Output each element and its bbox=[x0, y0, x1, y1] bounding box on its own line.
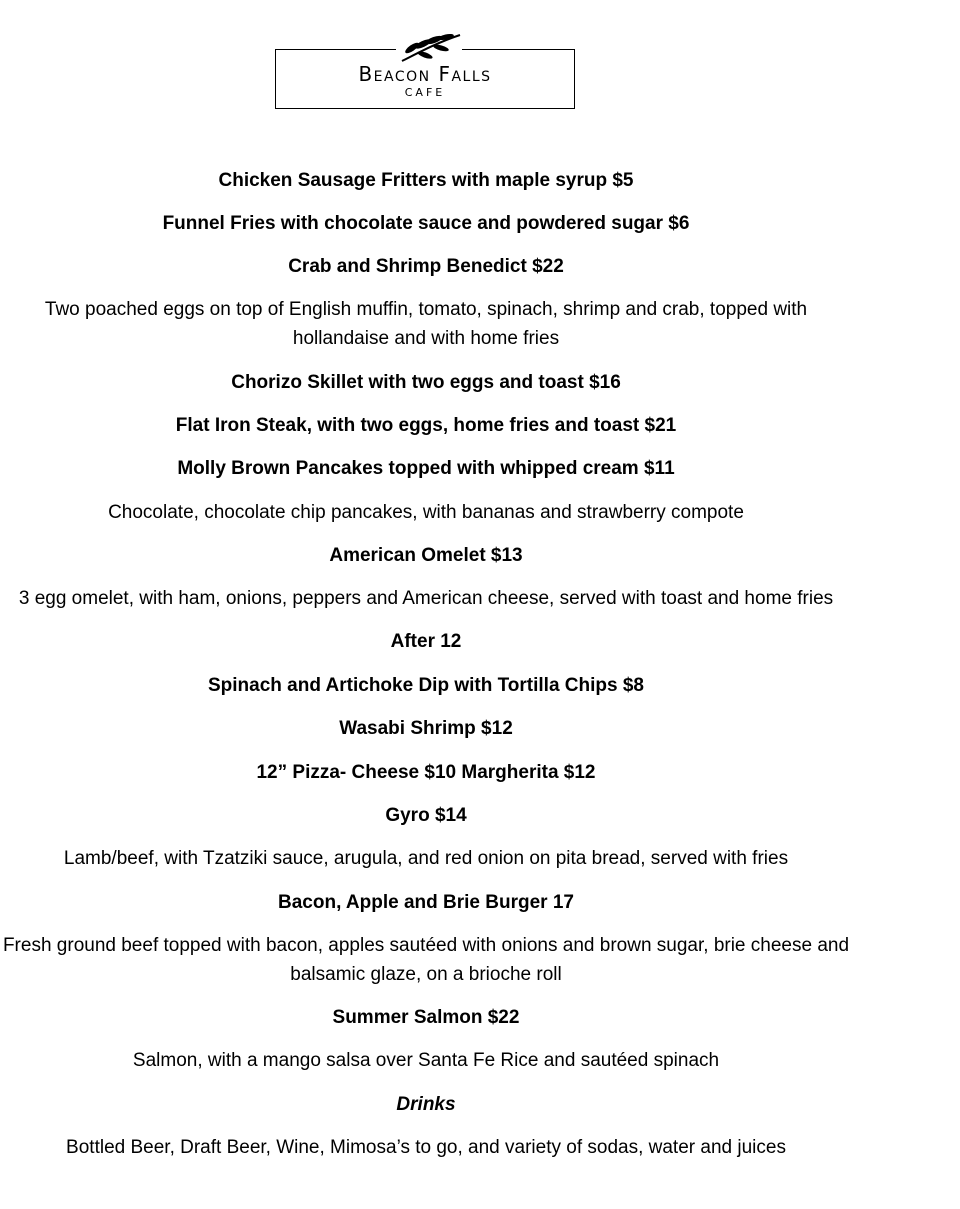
menu-item-title: American Omelet $13 bbox=[329, 545, 523, 566]
menu-item-title: Bacon, Apple and Brie Burger 17 bbox=[278, 892, 574, 913]
menu-item-description: Lamb/beef, with Tzatziki sauce, arugula, and red onion on pita bread, served with fries bbox=[63, 848, 789, 869]
menu-item-description: Bottled Beer, Draft Beer, Wine, Mimosa’s to go, and variety of sodas, water and juices bbox=[66, 1137, 786, 1158]
menu-item-title: Chorizo Skillet with two eggs and toast $16 bbox=[231, 372, 621, 393]
cafe-logo bbox=[275, 49, 575, 109]
menu-item-title: 12” Pizza- Cheese $10 Margherita $12 bbox=[256, 762, 596, 783]
logo-subtitle: CAFE bbox=[404, 86, 446, 99]
menu-item-title: Chicken Sausage Fritters with maple syrup $5 bbox=[218, 170, 634, 191]
logo-border-right bbox=[462, 49, 574, 50]
section-heading-drinks: Drinks bbox=[396, 1094, 456, 1115]
menu-item-description: Fresh ground beef topped with bacon, apples sautéed with onions and brown sugar, brie cheese and balsamic glaze, on a brioche roll bbox=[2, 935, 850, 985]
logo-border-left bbox=[276, 49, 396, 50]
menu-item-description: 3 egg omelet, with ham, onions, peppers and American cheese, served with toast and home fries bbox=[18, 588, 834, 609]
menu-item-title: Summer Salmon $22 bbox=[332, 1007, 520, 1028]
section-heading-after-12: After 12 bbox=[390, 631, 462, 652]
menu-item-description: Chocolate, chocolate chip pancakes, with bananas and strawberry compote bbox=[108, 502, 744, 523]
menu-item-title: Spinach and Artichoke Dip with Tortilla Chips $8 bbox=[208, 675, 644, 696]
menu-item-title: Funnel Fries with chocolate sauce and powdered sugar $6 bbox=[162, 213, 690, 234]
menu-item-description: Salmon, with a mango salsa over Santa Fe Rice and sautéed spinach bbox=[132, 1050, 720, 1071]
menu-item-description: Two poached eggs on top of English muffin, tomato, spinach, shrimp and crab, topped with hollandaise and with home fries bbox=[44, 299, 808, 349]
menu-item-title: Gyro $14 bbox=[385, 805, 467, 826]
menu-item-title: Flat Iron Steak, with two eggs, home fries and toast $21 bbox=[175, 415, 677, 436]
menu-item-title: Crab and Shrimp Benedict $22 bbox=[288, 256, 564, 277]
menu-list bbox=[0, 166, 852, 1162]
menu-item-title: Wasabi Shrimp $12 bbox=[339, 718, 513, 739]
menu-item-title: Molly Brown Pancakes topped with whipped cream $11 bbox=[177, 458, 675, 479]
logo-name: Beacon Falls bbox=[358, 62, 492, 86]
